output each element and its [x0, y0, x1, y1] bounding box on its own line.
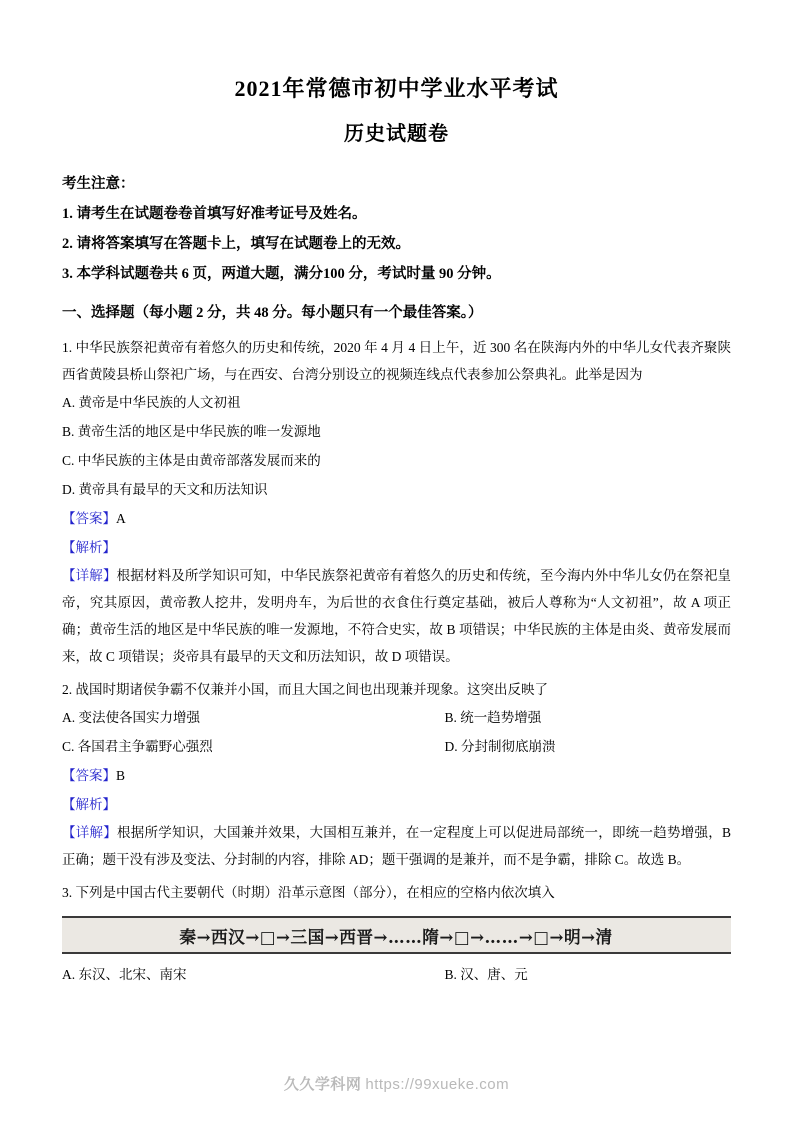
question-1-answer-label: 【答案】 — [62, 511, 116, 527]
question-2-answer-label: 【答案】 — [62, 768, 116, 784]
question-2-option-a[interactable]: A. 变法使各国实力增强 — [62, 710, 200, 726]
question-2-stem: 2. 战国时期诸侯争霸不仅兼并小国，而且大国之间也出现兼并现象。这突出反映了 — [62, 682, 548, 698]
notice-heading: 考生注意： — [62, 176, 135, 192]
question-3 — [62, 879, 731, 989]
section-heading: 一、选择题（每小题 2 分，共 48 分。每小题只有一个最佳答案。） — [62, 304, 483, 321]
notice-item-3: 3. 本学科试题卷共 6 页，两道大题，满分100 分，考试时量 90 分钟。 — [62, 266, 501, 283]
question-3-option-a[interactable]: A. 东汉、北宋、南宋 — [62, 967, 187, 983]
question-2-detail-text: 根据所学知识，大国兼并效果，大国相互兼并，在一定程度上可以促进局部统一，即统一趋势增强，B 正确；题干没有涉及变法、分封制的内容，排除 AD；题干强调的是兼并，而不是争霸，排除 C。故选 B。 — [62, 825, 731, 868]
question-1-option-d[interactable]: D. 黄帝具有最早的天文和历法知识 — [62, 482, 268, 498]
question-3-option-b[interactable]: B. 汉、唐、元 — [444, 967, 528, 983]
question-2-options-row-1 — [62, 703, 731, 732]
question-3-options-row-1 — [62, 960, 731, 989]
question-1-detail-label: 【详解】 — [62, 568, 117, 584]
question-1-option-b[interactable]: B. 黄帝生活的地区是中华民族的唯一发源地 — [62, 424, 321, 440]
question-1-analysis-label: 【解析】 — [62, 540, 116, 556]
page-subtitle: 历史试题卷 — [344, 123, 449, 145]
question-1-detail — [62, 562, 731, 670]
question-2-detail — [62, 819, 731, 873]
question-1-answer-value: A — [116, 511, 126, 527]
dynasty-timeline-figure — [62, 916, 731, 954]
question-2-option-d[interactable]: D. 分封制彻底崩溃 — [444, 739, 556, 755]
question-2-options-row-2 — [62, 732, 731, 761]
question-2-option-b[interactable]: B. 统一趋势增强 — [444, 710, 542, 726]
notice-item-1: 1. 请考生在试题卷卷首填写好准考证号及姓名。 — [62, 205, 367, 222]
question-1-stem: 1. 中华民族祭祀黄帝有着悠久的历史和传统，2020 年 4 月 4 日上午，近 300 名在陕海内外的中华儿女代表齐聚陕西省黄陵县桥山祭祀广场，与在西安、台湾分别设立的视频连线点代表参加公祭典礼。此举是因为 — [62, 340, 731, 383]
watermark — [0, 1073, 793, 1094]
dynasty-timeline-text: 秦→西汉→□→三国→西晋→……隋→□→……→□→明→清 — [179, 927, 614, 948]
question-2-option-c[interactable]: C. 各国君主争霸野心强烈 — [62, 739, 213, 755]
question-1-option-a[interactable]: A. 黄帝是中华民族的人文初祖 — [62, 395, 241, 411]
question-2 — [62, 676, 731, 873]
page-title: 2021年常德市初中学业水平考试 — [234, 76, 559, 101]
watermark-logo: 久久学科网 — [283, 1076, 362, 1093]
question-2-answer-value: B — [116, 768, 126, 784]
question-2-analysis-label: 【解析】 — [62, 797, 116, 813]
question-2-detail-label: 【详解】 — [62, 825, 117, 841]
question-3-stem: 3. 下列是中国古代主要朝代（时期）沿革示意图（部分），在相应的空格内依次填入 — [62, 885, 555, 901]
question-1-detail-text: 根据材料及所学知识可知，中华民族祭祀黄帝有着悠久的历史和传统，至今海内外中华儿女仍在祭祀皇帝，究其原因，黄帝教人挖井，发明舟车，为后世的衣食住行奠定基础，被后人尊称为“人文初祖”，故 A 项正确；黄帝生活的地区是中华民族的唯一发源地，不符合史实，故 B 项错误；中华民族的主体是由炎、黄帝发展而来，故 C 项错误；炎帝具有最早的天文和历法知识，故 D 项错误。 — [62, 568, 731, 665]
question-2-answer-line — [62, 761, 731, 790]
question-1-option-c[interactable]: C. 中华民族的主体是由黄帝部落发展而来的 — [62, 453, 321, 469]
question-1-answer-line — [62, 504, 731, 533]
watermark-url: https://99xueke.com — [365, 1076, 510, 1093]
notice-item-2: 2. 请将答案填写在答题卡上，填写在试题卷上的无效。 — [62, 235, 410, 252]
question-1 — [62, 334, 731, 670]
